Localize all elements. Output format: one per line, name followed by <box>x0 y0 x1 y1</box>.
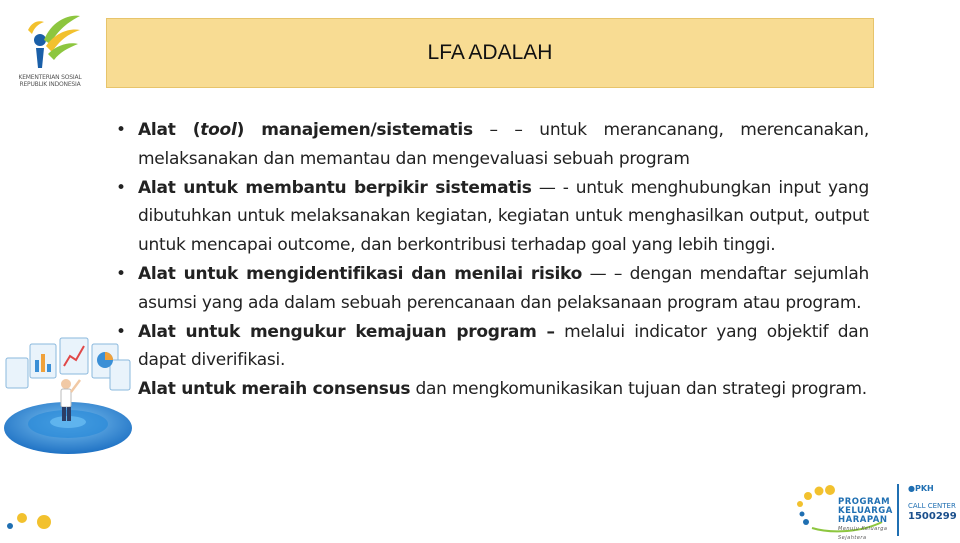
divider <box>897 484 899 536</box>
definition-list <box>112 116 869 404</box>
item-lead: Alat untuk membantu berpikir sistematis <box>138 177 532 198</box>
decorative-dots-icon <box>7 513 51 529</box>
dashboard-illustration <box>0 330 140 540</box>
call-center-badge <box>908 484 960 522</box>
ministry-logo <box>10 10 90 90</box>
item-text: — – dengan mendaftar sejumlah asumsi yang ada dalam sebuah perencanaan dan pelaksanaan program atau program. <box>138 263 870 313</box>
item-lead: Alat untuk mengukur kemajuan program – <box>138 321 555 342</box>
item-text: dan mengkomunikasikan tujuan dan strategi program. <box>410 379 867 400</box>
call-center-brand: ●PKH <box>908 484 934 493</box>
list-item <box>112 260 869 318</box>
list-item <box>112 375 869 404</box>
pkh-line: KELUARGA <box>838 506 893 516</box>
call-center-number: 1500299 <box>908 511 957 522</box>
call-center-label: CALL CENTER <box>908 502 956 510</box>
list-item <box>112 318 869 376</box>
bullet-icon: • <box>116 177 126 198</box>
list-item <box>112 174 869 260</box>
bullet-icon: • <box>116 321 126 342</box>
bullet-icon: • <box>116 263 126 284</box>
item-lead: Alat untuk meraih consensus <box>138 379 411 400</box>
page-title: LFA ADALAH <box>427 41 553 64</box>
bullet-icon: • <box>116 120 126 140</box>
pkh-line: PROGRAM <box>838 497 891 507</box>
title-banner <box>106 18 874 88</box>
item-text: melalui indicator yang objektif dan dapat diverifikasi. <box>138 321 869 371</box>
ministry-logo-caption: KEMENTERIAN SOSIAL REPUBLIK INDONESIA <box>18 74 82 88</box>
ministry-emblem-icon <box>22 10 82 72</box>
pkh-tagline: Menuju Keluarga Sejahtera <box>838 526 888 541</box>
pkh-line: HARAPAN <box>838 515 888 525</box>
item-lead: Alat (tool) manajemen/sistematis <box>138 120 473 140</box>
item-text: — - untuk menghubungkan input yang dibutuhkan untuk melaksanakan kegiatan, kegiatan untuk menghasilkan output, output untuk mencapai outcome, dan berkontribusi terhadap goal yang lebih tinggi. <box>138 177 869 256</box>
list-item <box>112 116 869 174</box>
pkh-mini-logo-icon: ● <box>908 484 915 493</box>
item-lead: Alat untuk mengidentifikasi dan menilai risiko <box>138 263 583 284</box>
item-text: – – untuk merancanang, merencanakan, melaksanakan dan memantau dan mengevaluasi sebuah program <box>138 120 869 169</box>
